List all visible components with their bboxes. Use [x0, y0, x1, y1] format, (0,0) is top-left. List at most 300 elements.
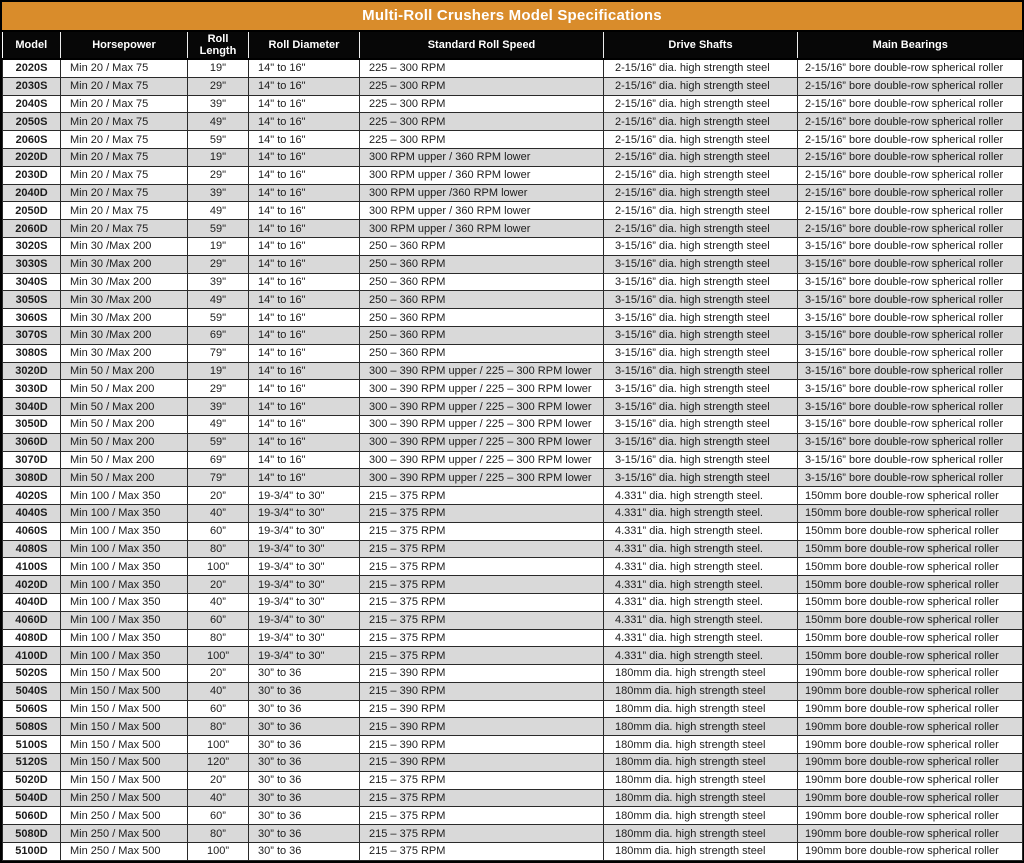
roll-diameter-cell: 30” to 36 — [249, 825, 360, 843]
horsepower-cell: Min 100 / Max 350 — [61, 576, 188, 594]
model-cell: 2040S — [3, 95, 61, 113]
roll-diameter-cell: 14" to 16" — [249, 273, 360, 291]
roll-length-cell: 60” — [188, 611, 249, 629]
drive-shafts-cell: 2-15/16” dia. high strength steel — [604, 148, 798, 166]
horsepower-cell: Min 50 / Max 200 — [61, 362, 188, 380]
roll-speed-cell: 215 – 375 RPM — [360, 843, 604, 861]
model-cell: 5060S — [3, 700, 61, 718]
roll-speed-cell: 215 – 375 RPM — [360, 593, 604, 611]
drive-shafts-cell: 180mm dia. high strength steel — [604, 825, 798, 843]
main-bearings-cell: 190mm bore double-row spherical roller — [798, 771, 1023, 789]
table-row — [3, 415, 1023, 433]
table-row — [3, 487, 1023, 505]
roll-speed-cell: 250 – 360 RPM — [360, 291, 604, 309]
table-row — [3, 469, 1023, 487]
main-bearings-cell: 2-15/16” bore double-row spherical roller — [798, 184, 1023, 202]
drive-shafts-cell: 3-15/16” dia. high strength steel — [604, 433, 798, 451]
roll-length-cell: 120” — [188, 754, 249, 772]
drive-shafts-cell: 180mm dia. high strength steel — [604, 718, 798, 736]
model-cell: 3080D — [3, 469, 61, 487]
roll-length-cell: 79" — [188, 469, 249, 487]
roll-speed-cell: 300 RPM upper / 360 RPM lower — [360, 202, 604, 220]
drive-shafts-cell: 2-15/16” dia. high strength steel — [604, 77, 798, 95]
roll-length-cell: 59" — [188, 131, 249, 149]
table-row — [3, 754, 1023, 772]
roll-length-cell: 49" — [188, 113, 249, 131]
model-cell: 2050S — [3, 113, 61, 131]
main-bearings-cell: 2-15/16” bore double-row spherical roller — [798, 220, 1023, 238]
roll-diameter-cell: 14" to 16" — [249, 148, 360, 166]
drive-shafts-cell: 3-15/16” dia. high strength steel — [604, 344, 798, 362]
roll-speed-cell: 215 – 375 RPM — [360, 504, 604, 522]
horsepower-cell: Min 20 / Max 75 — [61, 113, 188, 131]
roll-length-cell: 39" — [188, 398, 249, 416]
horsepower-cell: Min 250 / Max 500 — [61, 825, 188, 843]
main-bearings-cell: 150mm bore double-row spherical roller — [798, 611, 1023, 629]
roll-diameter-cell: 14" to 16" — [249, 451, 360, 469]
roll-diameter-cell: 14" to 16" — [249, 415, 360, 433]
roll-diameter-cell: 14" to 16" — [249, 202, 360, 220]
main-bearings-cell: 150mm bore double-row spherical roller — [798, 540, 1023, 558]
model-cell: 3060S — [3, 309, 61, 327]
roll-length-cell: 60” — [188, 807, 249, 825]
roll-length-cell: 29" — [188, 255, 249, 273]
roll-length-cell: 100” — [188, 647, 249, 665]
column-header-horsepower: Horsepower — [61, 32, 188, 59]
model-cell: 4060S — [3, 522, 61, 540]
drive-shafts-cell: 180mm dia. high strength steel — [604, 682, 798, 700]
roll-speed-cell: 215 – 375 RPM — [360, 540, 604, 558]
main-bearings-cell: 190mm bore double-row spherical roller — [798, 700, 1023, 718]
roll-diameter-cell: 19-3/4" to 30" — [249, 522, 360, 540]
horsepower-cell: Min 50 / Max 200 — [61, 451, 188, 469]
table-row — [3, 576, 1023, 594]
table-row — [3, 629, 1023, 647]
model-cell: 5080S — [3, 718, 61, 736]
roll-diameter-cell: 14" to 16" — [249, 291, 360, 309]
drive-shafts-cell: 3-15/16” dia. high strength steel — [604, 291, 798, 309]
drive-shafts-cell: 2-15/16” dia. high strength steel — [604, 202, 798, 220]
horsepower-cell: Min 20 / Max 75 — [61, 202, 188, 220]
horsepower-cell: Min 30 /Max 200 — [61, 291, 188, 309]
roll-speed-cell: 215 – 390 RPM — [360, 754, 604, 772]
model-cell: 5040D — [3, 789, 61, 807]
model-cell: 2020S — [3, 59, 61, 77]
roll-speed-cell: 215 – 375 RPM — [360, 558, 604, 576]
roll-speed-cell: 300 RPM upper / 360 RPM lower — [360, 166, 604, 184]
drive-shafts-cell: 4.331” dia. high strength steel. — [604, 647, 798, 665]
roll-length-cell: 69" — [188, 326, 249, 344]
table-row — [3, 398, 1023, 416]
roll-length-cell: 40” — [188, 682, 249, 700]
roll-speed-cell: 215 – 375 RPM — [360, 629, 604, 647]
main-bearings-cell: 150mm bore double-row spherical roller — [798, 487, 1023, 505]
model-cell: 3050S — [3, 291, 61, 309]
table-row — [3, 77, 1023, 95]
main-bearings-cell: 3-15/16” bore double-row spherical roller — [798, 309, 1023, 327]
table-row — [3, 148, 1023, 166]
roll-speed-cell: 250 – 360 RPM — [360, 309, 604, 327]
roll-speed-cell: 225 – 300 RPM — [360, 131, 604, 149]
main-bearings-cell: 3-15/16” bore double-row spherical roller — [798, 451, 1023, 469]
roll-speed-cell: 225 – 300 RPM — [360, 77, 604, 95]
roll-speed-cell: 215 – 390 RPM — [360, 700, 604, 718]
roll-length-cell: 39" — [188, 273, 249, 291]
roll-length-cell: 49" — [188, 202, 249, 220]
roll-diameter-cell: 19-3/4" to 30" — [249, 593, 360, 611]
roll-length-cell: 29" — [188, 77, 249, 95]
table-row — [3, 255, 1023, 273]
table-row — [3, 700, 1023, 718]
drive-shafts-cell: 3-15/16” dia. high strength steel — [604, 415, 798, 433]
drive-shafts-cell: 180mm dia. high strength steel — [604, 807, 798, 825]
model-cell: 3020D — [3, 362, 61, 380]
roll-speed-cell: 215 – 375 RPM — [360, 825, 604, 843]
roll-diameter-cell: 19-3/4" to 30" — [249, 558, 360, 576]
roll-length-cell: 20” — [188, 487, 249, 505]
table-row — [3, 825, 1023, 843]
drive-shafts-cell: 2-15/16” dia. high strength steel — [604, 113, 798, 131]
horsepower-cell: Min 20 / Max 75 — [61, 184, 188, 202]
roll-length-cell: 80” — [188, 718, 249, 736]
roll-speed-cell: 300 – 390 RPM upper / 225 – 300 RPM lower — [360, 380, 604, 398]
roll-speed-cell: 250 – 360 RPM — [360, 237, 604, 255]
roll-diameter-cell: 30” to 36 — [249, 736, 360, 754]
roll-diameter-cell: 30” to 36 — [249, 682, 360, 700]
table-title-bar — [2, 2, 1022, 32]
main-bearings-cell: 150mm bore double-row spherical roller — [798, 558, 1023, 576]
model-cell: 4040D — [3, 593, 61, 611]
roll-diameter-cell: 30” to 36 — [249, 843, 360, 861]
main-bearings-cell: 150mm bore double-row spherical roller — [798, 504, 1023, 522]
roll-diameter-cell: 14" to 16" — [249, 469, 360, 487]
model-cell: 2060D — [3, 220, 61, 238]
main-bearings-cell: 3-15/16” bore double-row spherical roller — [798, 415, 1023, 433]
roll-diameter-cell: 19-3/4" to 30" — [249, 611, 360, 629]
table-row — [3, 771, 1023, 789]
table-row — [3, 451, 1023, 469]
drive-shafts-cell: 4.331” dia. high strength steel. — [604, 540, 798, 558]
main-bearings-cell: 3-15/16” bore double-row spherical roller — [798, 237, 1023, 255]
horsepower-cell: Min 20 / Max 75 — [61, 95, 188, 113]
drive-shafts-cell: 180mm dia. high strength steel — [604, 665, 798, 683]
roll-diameter-cell: 14" to 16" — [249, 398, 360, 416]
model-cell: 4060D — [3, 611, 61, 629]
roll-length-cell: 79" — [188, 344, 249, 362]
drive-shafts-cell: 3-15/16” dia. high strength steel — [604, 326, 798, 344]
horsepower-cell: Min 30 /Max 200 — [61, 309, 188, 327]
main-bearings-cell: 3-15/16” bore double-row spherical roller — [798, 469, 1023, 487]
roll-speed-cell: 215 – 390 RPM — [360, 718, 604, 736]
model-cell: 3080S — [3, 344, 61, 362]
main-bearings-cell: 3-15/16” bore double-row spherical roller — [798, 380, 1023, 398]
table-row — [3, 59, 1023, 77]
horsepower-cell: Min 30 /Max 200 — [61, 344, 188, 362]
table-row — [3, 682, 1023, 700]
horsepower-cell: Min 100 / Max 350 — [61, 593, 188, 611]
roll-speed-cell: 250 – 360 RPM — [360, 344, 604, 362]
main-bearings-cell: 190mm bore double-row spherical roller — [798, 754, 1023, 772]
horsepower-cell: Min 100 / Max 350 — [61, 487, 188, 505]
roll-speed-cell: 215 – 390 RPM — [360, 665, 604, 683]
model-cell: 3030S — [3, 255, 61, 273]
roll-length-cell: 40” — [188, 789, 249, 807]
model-cell: 2060S — [3, 131, 61, 149]
drive-shafts-cell: 3-15/16” dia. high strength steel — [604, 469, 798, 487]
main-bearings-cell: 190mm bore double-row spherical roller — [798, 807, 1023, 825]
main-bearings-cell: 2-15/16” bore double-row spherical roller — [798, 113, 1023, 131]
roll-length-cell: 59" — [188, 309, 249, 327]
roll-speed-cell: 300 – 390 RPM upper / 225 – 300 RPM lower — [360, 469, 604, 487]
main-bearings-cell: 2-15/16” bore double-row spherical roller — [798, 131, 1023, 149]
roll-length-cell: 19" — [188, 59, 249, 77]
drive-shafts-cell: 180mm dia. high strength steel — [604, 771, 798, 789]
roll-diameter-cell: 14" to 16" — [249, 237, 360, 255]
drive-shafts-cell: 4.331” dia. high strength steel. — [604, 576, 798, 594]
roll-speed-cell: 215 – 375 RPM — [360, 789, 604, 807]
roll-diameter-cell: 14" to 16" — [249, 77, 360, 95]
roll-length-cell: 100” — [188, 558, 249, 576]
model-cell: 2020D — [3, 148, 61, 166]
horsepower-cell: Min 50 / Max 200 — [61, 380, 188, 398]
drive-shafts-cell: 180mm dia. high strength steel — [604, 843, 798, 861]
roll-speed-cell: 300 – 390 RPM upper / 225 – 300 RPM lower — [360, 362, 604, 380]
drive-shafts-cell: 180mm dia. high strength steel — [604, 736, 798, 754]
model-cell: 4080S — [3, 540, 61, 558]
drive-shafts-cell: 2-15/16” dia. high strength steel — [604, 59, 798, 77]
table-row — [3, 807, 1023, 825]
table-row — [3, 522, 1023, 540]
horsepower-cell: Min 30 /Max 200 — [61, 326, 188, 344]
main-bearings-cell: 3-15/16” bore double-row spherical roller — [798, 273, 1023, 291]
main-bearings-cell: 3-15/16” bore double-row spherical roller — [798, 344, 1023, 362]
table-row — [3, 202, 1023, 220]
horsepower-cell: Min 150 / Max 500 — [61, 718, 188, 736]
table-row — [3, 344, 1023, 362]
roll-speed-cell: 215 – 390 RPM — [360, 736, 604, 754]
horsepower-cell: Min 150 / Max 500 — [61, 736, 188, 754]
horsepower-cell: Min 250 / Max 500 — [61, 807, 188, 825]
table-row — [3, 736, 1023, 754]
roll-diameter-cell: 14" to 16" — [249, 95, 360, 113]
table-row — [3, 309, 1023, 327]
roll-length-cell: 20” — [188, 665, 249, 683]
drive-shafts-cell: 4.331” dia. high strength steel. — [604, 487, 798, 505]
roll-diameter-cell: 14" to 16" — [249, 166, 360, 184]
main-bearings-cell: 3-15/16” bore double-row spherical roller — [798, 433, 1023, 451]
main-bearings-cell: 3-15/16” bore double-row spherical roller — [798, 326, 1023, 344]
roll-length-cell: 39" — [188, 184, 249, 202]
roll-diameter-cell: 30” to 36 — [249, 700, 360, 718]
roll-speed-cell: 215 – 375 RPM — [360, 487, 604, 505]
roll-speed-cell: 300 – 390 RPM upper / 225 – 300 RPM lower — [360, 415, 604, 433]
column-header-standard-roll-speed: Standard Roll Speed — [360, 32, 604, 59]
drive-shafts-cell: 3-15/16” dia. high strength steel — [604, 309, 798, 327]
roll-speed-cell: 215 – 375 RPM — [360, 522, 604, 540]
table-row — [3, 504, 1023, 522]
horsepower-cell: Min 150 / Max 500 — [61, 700, 188, 718]
roll-length-cell: 69" — [188, 451, 249, 469]
horsepower-cell: Min 100 / Max 350 — [61, 611, 188, 629]
drive-shafts-cell: 4.331” dia. high strength steel. — [604, 611, 798, 629]
roll-length-cell: 100” — [188, 736, 249, 754]
horsepower-cell: Min 100 / Max 350 — [61, 504, 188, 522]
main-bearings-cell: 190mm bore double-row spherical roller — [798, 825, 1023, 843]
table-row — [3, 220, 1023, 238]
drive-shafts-cell: 2-15/16” dia. high strength steel — [604, 131, 798, 149]
roll-length-cell: 40” — [188, 504, 249, 522]
main-bearings-cell: 190mm bore double-row spherical roller — [798, 736, 1023, 754]
main-bearings-cell: 150mm bore double-row spherical roller — [798, 647, 1023, 665]
roll-diameter-cell: 19-3/4" to 30" — [249, 504, 360, 522]
model-cell: 4100S — [3, 558, 61, 576]
roll-speed-cell: 215 – 390 RPM — [360, 682, 604, 700]
main-bearings-cell: 190mm bore double-row spherical roller — [798, 665, 1023, 683]
model-cell: 3070S — [3, 326, 61, 344]
table-row — [3, 237, 1023, 255]
horsepower-cell: Min 100 / Max 350 — [61, 540, 188, 558]
horsepower-cell: Min 250 / Max 500 — [61, 843, 188, 861]
roll-speed-cell: 250 – 360 RPM — [360, 273, 604, 291]
drive-shafts-cell: 3-15/16” dia. high strength steel — [604, 398, 798, 416]
roll-diameter-cell: 19-3/4" to 30" — [249, 647, 360, 665]
horsepower-cell: Min 50 / Max 200 — [61, 398, 188, 416]
table-row — [3, 273, 1023, 291]
drive-shafts-cell: 180mm dia. high strength steel — [604, 754, 798, 772]
horsepower-cell: Min 150 / Max 500 — [61, 754, 188, 772]
roll-length-cell: 59" — [188, 220, 249, 238]
model-cell: 3030D — [3, 380, 61, 398]
model-cell: 5020S — [3, 665, 61, 683]
main-bearings-cell: 150mm bore double-row spherical roller — [798, 576, 1023, 594]
drive-shafts-cell: 4.331” dia. high strength steel. — [604, 558, 798, 576]
main-bearings-cell: 3-15/16” bore double-row spherical roller — [798, 398, 1023, 416]
main-bearings-cell: 190mm bore double-row spherical roller — [798, 682, 1023, 700]
table-row — [3, 380, 1023, 398]
horsepower-cell: Min 100 / Max 350 — [61, 558, 188, 576]
table-row — [3, 647, 1023, 665]
roll-length-cell: 19" — [188, 148, 249, 166]
horsepower-cell: Min 150 / Max 500 — [61, 665, 188, 683]
table-row — [3, 291, 1023, 309]
horsepower-cell: Min 20 / Max 75 — [61, 77, 188, 95]
table-title: Multi-Roll Crushers Model Specifications — [362, 7, 662, 24]
table-row — [3, 326, 1023, 344]
roll-speed-cell: 250 – 360 RPM — [360, 255, 604, 273]
model-cell: 3050D — [3, 415, 61, 433]
roll-speed-cell: 300 RPM upper /360 RPM lower — [360, 184, 604, 202]
main-bearings-cell: 2-15/16” bore double-row spherical roller — [798, 166, 1023, 184]
main-bearings-cell: 190mm bore double-row spherical roller — [798, 718, 1023, 736]
horsepower-cell: Min 30 /Max 200 — [61, 237, 188, 255]
column-header-main-bearings: Main Bearings — [798, 32, 1023, 59]
roll-diameter-cell: 14" to 16" — [249, 380, 360, 398]
drive-shafts-cell: 2-15/16” dia. high strength steel — [604, 184, 798, 202]
table-body — [3, 59, 1023, 860]
table-row — [3, 558, 1023, 576]
model-cell: 2040D — [3, 184, 61, 202]
table-row — [3, 362, 1023, 380]
main-bearings-cell: 2-15/16” bore double-row spherical roller — [798, 148, 1023, 166]
roll-diameter-cell: 14" to 16" — [249, 344, 360, 362]
roll-diameter-cell: 30” to 36 — [249, 718, 360, 736]
table-row — [3, 433, 1023, 451]
drive-shafts-cell: 4.331” dia. high strength steel. — [604, 504, 798, 522]
roll-speed-cell: 300 – 390 RPM upper / 225 – 300 RPM lower — [360, 398, 604, 416]
horsepower-cell: Min 20 / Max 75 — [61, 220, 188, 238]
table-row — [3, 843, 1023, 861]
main-bearings-cell: 2-15/16” bore double-row spherical roller — [798, 202, 1023, 220]
column-header-model: Model — [3, 32, 61, 59]
roll-diameter-cell: 30” to 36 — [249, 754, 360, 772]
header-row — [3, 32, 1023, 59]
roll-length-cell: 29" — [188, 380, 249, 398]
roll-diameter-cell: 30” to 36 — [249, 789, 360, 807]
table-row — [3, 611, 1023, 629]
model-cell: 4020D — [3, 576, 61, 594]
main-bearings-cell: 190mm bore double-row spherical roller — [798, 843, 1023, 861]
main-bearings-cell: 150mm bore double-row spherical roller — [798, 593, 1023, 611]
roll-speed-cell: 250 – 360 RPM — [360, 326, 604, 344]
horsepower-cell: Min 250 / Max 500 — [61, 789, 188, 807]
table-row — [3, 113, 1023, 131]
horsepower-cell: Min 50 / Max 200 — [61, 469, 188, 487]
roll-length-cell: 40” — [188, 593, 249, 611]
main-bearings-cell: 2-15/16” bore double-row spherical roller — [798, 77, 1023, 95]
horsepower-cell: Min 20 / Max 75 — [61, 131, 188, 149]
model-cell: 3040S — [3, 273, 61, 291]
spec-table — [2, 32, 1023, 861]
roll-length-cell: 59" — [188, 433, 249, 451]
drive-shafts-cell: 3-15/16” dia. high strength steel — [604, 362, 798, 380]
roll-speed-cell: 215 – 375 RPM — [360, 576, 604, 594]
column-header-drive-shafts: Drive Shafts — [604, 32, 798, 59]
roll-length-cell: 29" — [188, 166, 249, 184]
roll-speed-cell: 300 – 390 RPM upper / 225 – 300 RPM lower — [360, 451, 604, 469]
roll-length-cell: 19" — [188, 237, 249, 255]
roll-speed-cell: 225 – 300 RPM — [360, 95, 604, 113]
drive-shafts-cell: 180mm dia. high strength steel — [604, 700, 798, 718]
roll-diameter-cell: 14" to 16" — [249, 113, 360, 131]
roll-diameter-cell: 14" to 16" — [249, 433, 360, 451]
main-bearings-cell: 150mm bore double-row spherical roller — [798, 629, 1023, 647]
main-bearings-cell: 150mm bore double-row spherical roller — [798, 522, 1023, 540]
horsepower-cell: Min 100 / Max 350 — [61, 647, 188, 665]
roll-speed-cell: 215 – 375 RPM — [360, 807, 604, 825]
horsepower-cell: Min 30 /Max 200 — [61, 273, 188, 291]
table-header — [3, 32, 1023, 59]
horsepower-cell: Min 150 / Max 500 — [61, 682, 188, 700]
roll-diameter-cell: 30” to 36 — [249, 665, 360, 683]
main-bearings-cell: 3-15/16” bore double-row spherical roller — [798, 291, 1023, 309]
roll-diameter-cell: 19-3/4" to 30" — [249, 629, 360, 647]
roll-diameter-cell: 30” to 36 — [249, 771, 360, 789]
drive-shafts-cell: 4.331” dia. high strength steel. — [604, 522, 798, 540]
horsepower-cell: Min 50 / Max 200 — [61, 415, 188, 433]
roll-diameter-cell: 19-3/4" to 30" — [249, 540, 360, 558]
roll-diameter-cell: 14" to 16" — [249, 131, 360, 149]
roll-length-cell: 60” — [188, 522, 249, 540]
table-row — [3, 593, 1023, 611]
roll-speed-cell: 225 – 300 RPM — [360, 113, 604, 131]
model-cell: 2030D — [3, 166, 61, 184]
roll-diameter-cell: 14" to 16" — [249, 309, 360, 327]
column-header-roll-length: Roll Length — [188, 32, 249, 59]
roll-diameter-cell: 30” to 36 — [249, 807, 360, 825]
roll-speed-cell: 215 – 375 RPM — [360, 771, 604, 789]
model-cell: 4040S — [3, 504, 61, 522]
table-row — [3, 166, 1023, 184]
